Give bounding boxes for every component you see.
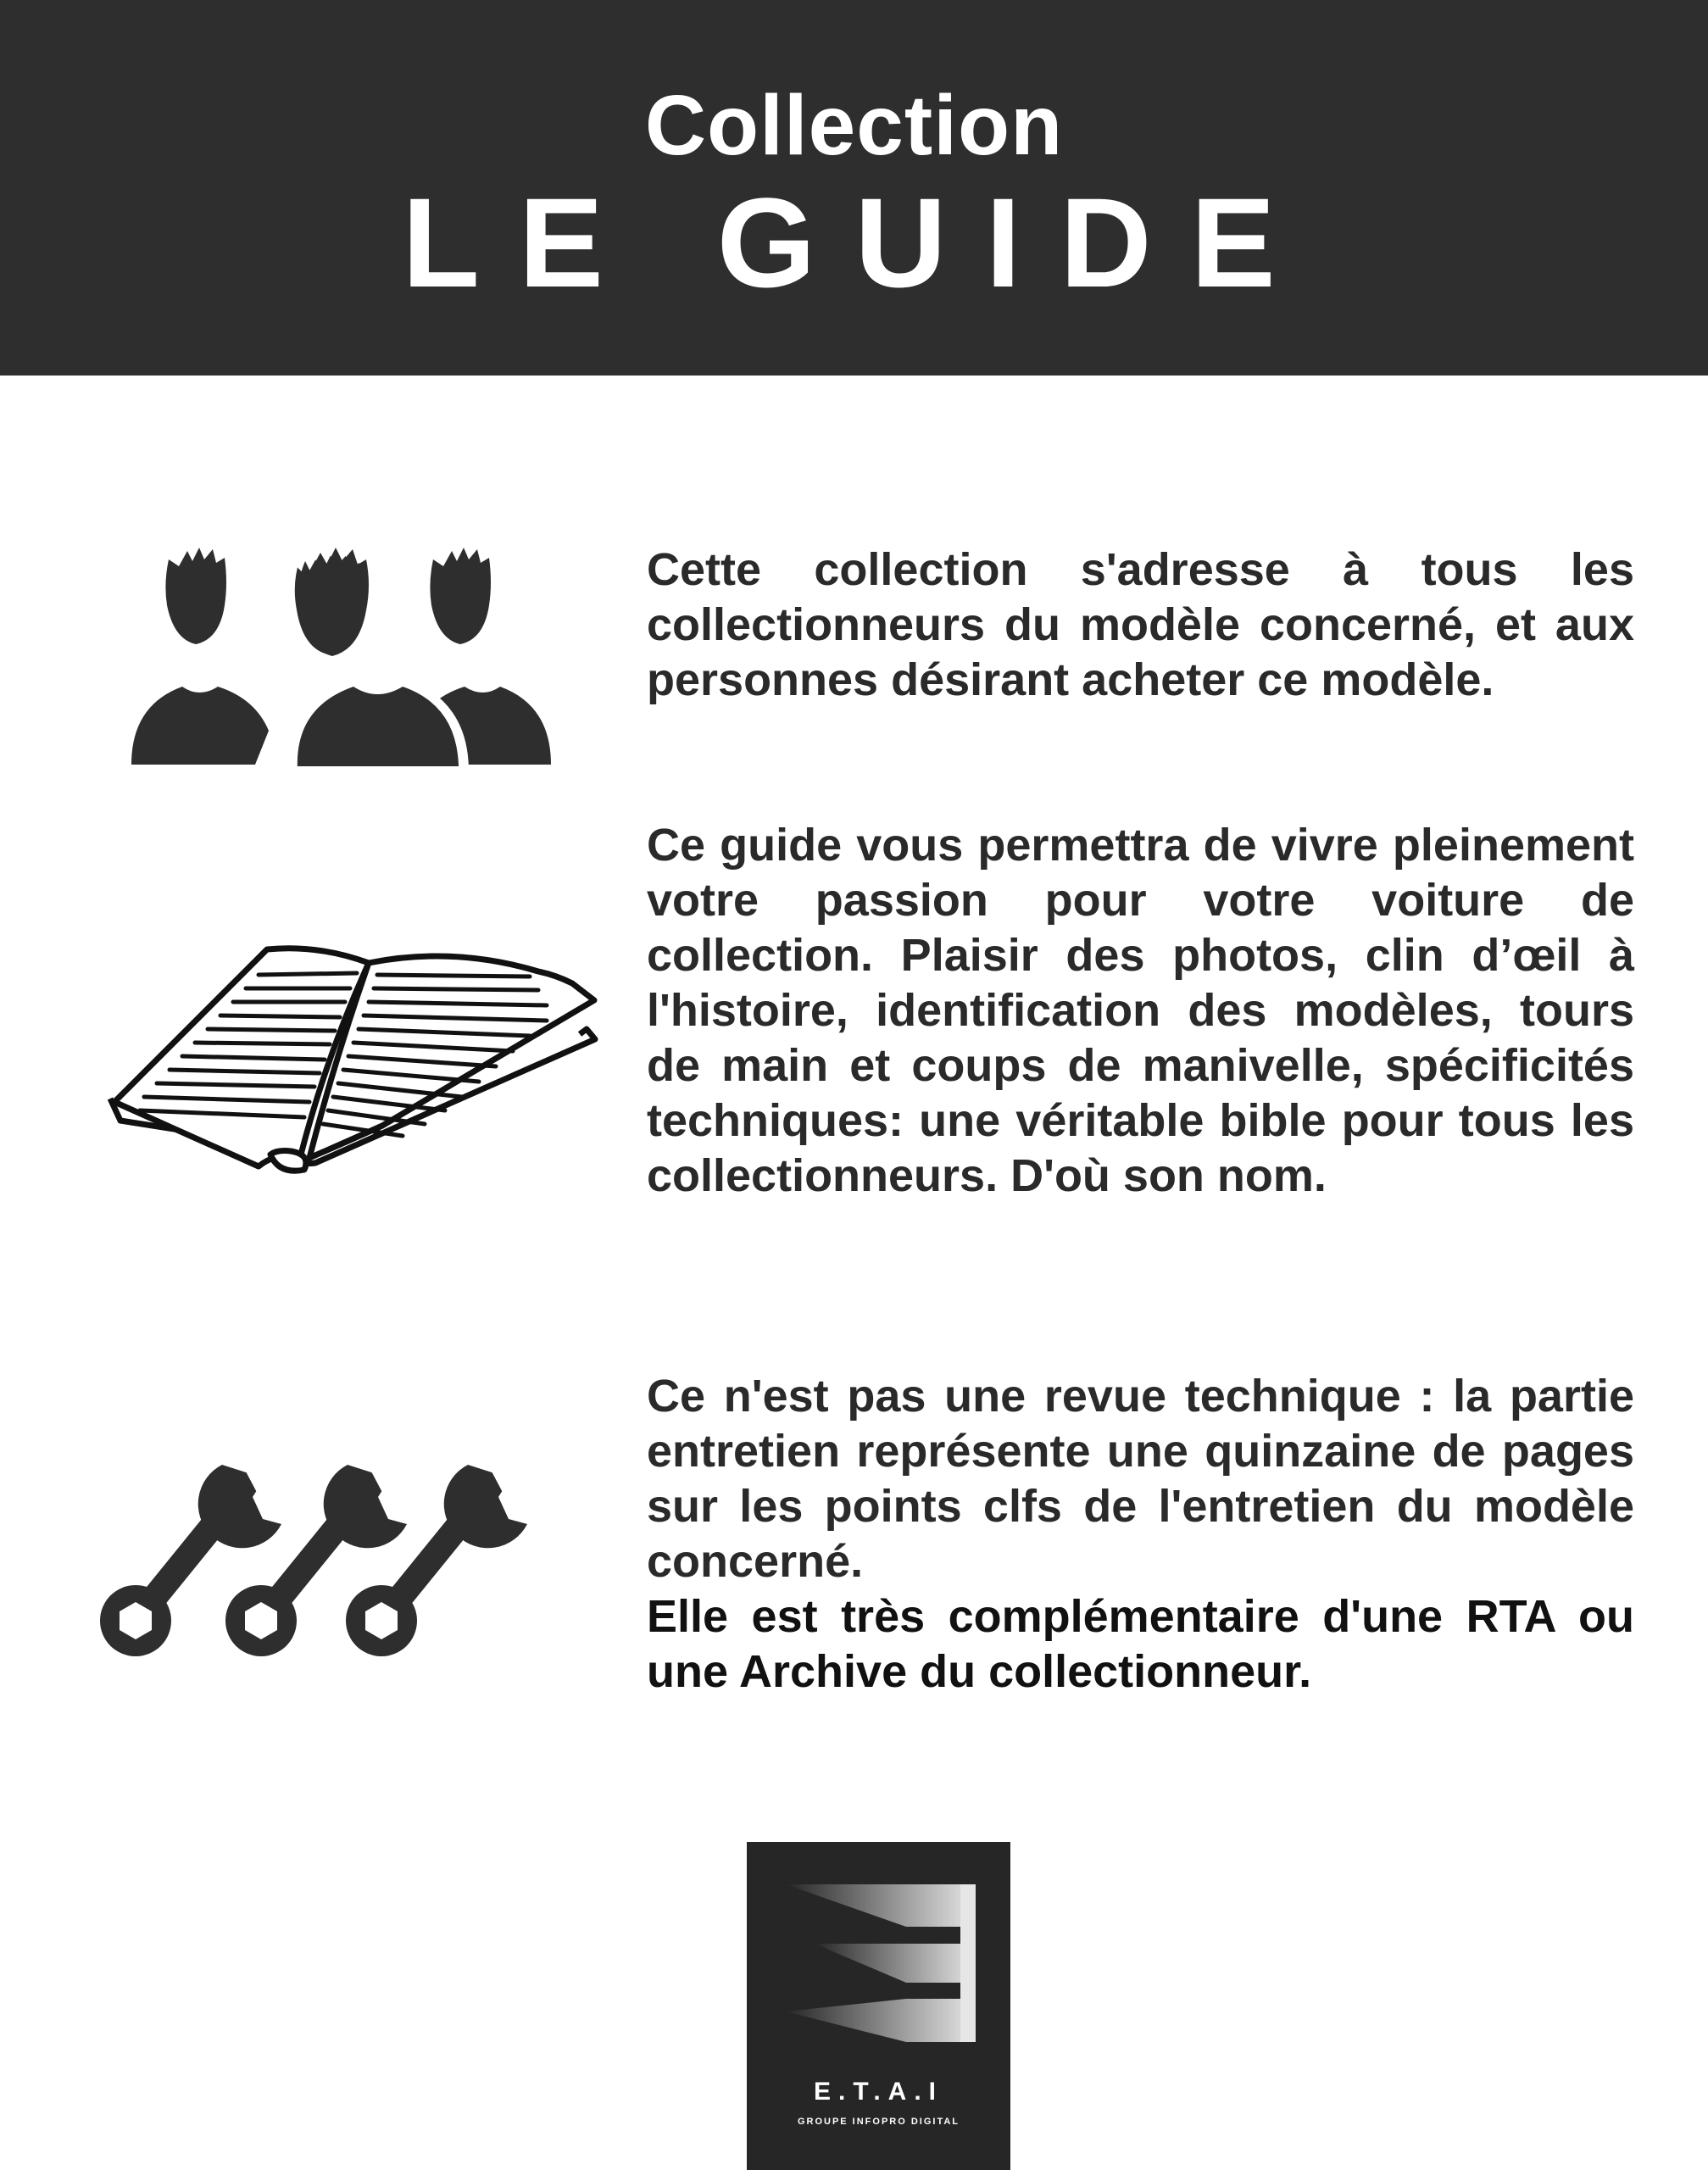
publisher-name: E.T.A.I — [813, 2078, 943, 2106]
audience-paragraph: Cette collection s'adresse à tous les collectionneurs du modèle concerné, et aux personnes désirant acheter ce modèle. — [647, 544, 1634, 705]
maintenance-paragraph: Ce n'est pas une revue technique : la partie entretien représente une quinzaine de pages sur les points clfs de l'entretien du modèle concerné. — [647, 1371, 1634, 1587]
series-title: LE GUIDE — [402, 171, 1315, 314]
wrenches-icon — [95, 1441, 553, 1661]
section-audience-text — [647, 542, 1634, 708]
guide-paragraph: Ce guide vous permettra de vivre pleinement votre passion pour votre voiture de collection. Plaisir des photos, clin d’œil à l'histoire, identification des modèles, tours de main et coups de manivelle, spécificités techniques: une véritable bible pour tous les collectionneurs. D'où son nom. — [647, 820, 1634, 1201]
header-banner — [0, 0, 1708, 376]
publisher-tagline: GROUPE INFOPRO DIGITAL — [797, 2117, 960, 2127]
section-maintenance-text — [647, 1369, 1634, 1700]
people-group-icon — [131, 542, 551, 780]
etai-emblem-icon — [747, 1842, 1010, 2071]
open-book-icon — [106, 941, 606, 1195]
section-guide-text — [647, 818, 1634, 1204]
collection-label: Collection — [644, 78, 1064, 173]
publisher-logo — [747, 1842, 1010, 2170]
complement-paragraph: Elle est très complémentaire d'une RTA ou une Archive du collectionneur. — [647, 1591, 1634, 1697]
